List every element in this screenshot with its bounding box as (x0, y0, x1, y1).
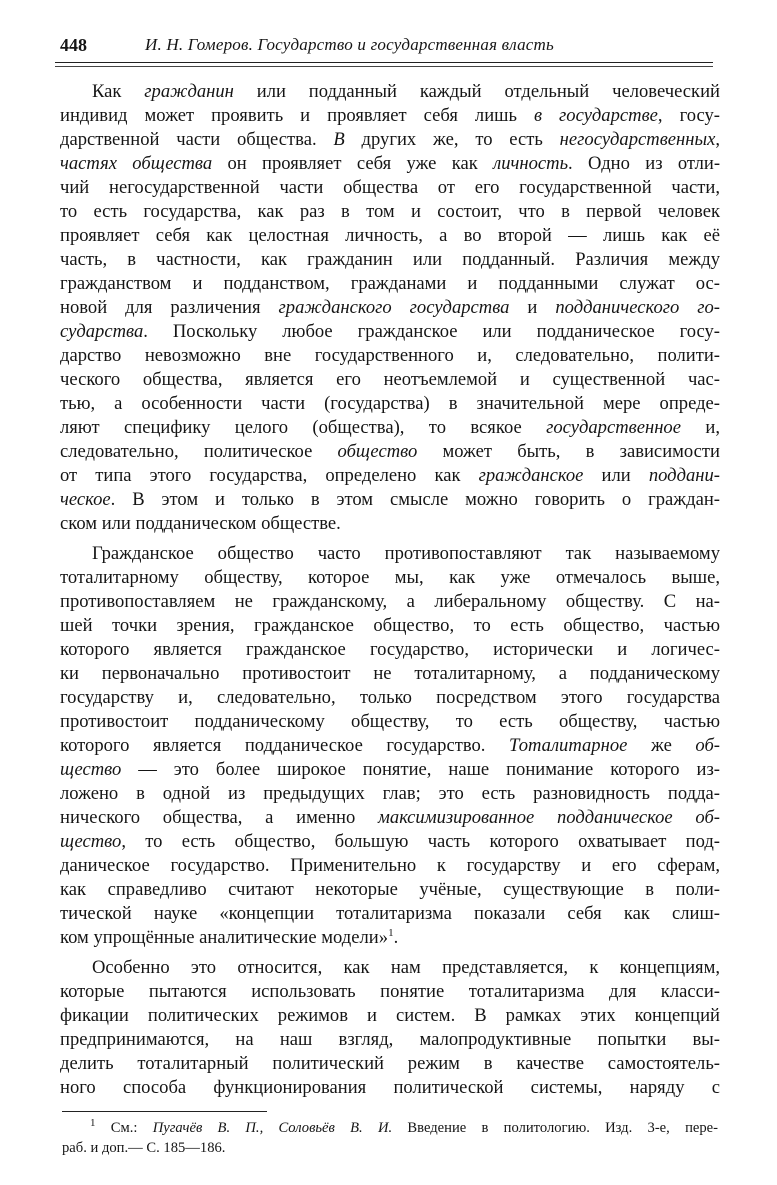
text-line: проявляет себя как целостная личность, а во второй — лишь как её (60, 225, 720, 246)
text-line: которые пытаются использовать понятие тоталитаризма для класси- (60, 981, 720, 1002)
text-line: сударства. Поскольку любое гражданское или подданическое госу- (60, 321, 720, 342)
text-line: частях общества он проявляет себя уже как личность. Одно из отли- (60, 153, 721, 174)
text-line: щество — это более широкое понятие, наше понимание которого из- (60, 759, 720, 780)
text-line: новой для различения гражданского государства и подданического го- (60, 297, 720, 318)
text-line: ки первоначально противостоит не тоталитарному, а подданическому (60, 663, 720, 684)
text-line: Как гражданин или подданный каждый отдельный человеческий (92, 81, 720, 102)
italic-term: максимизированное подданическое об- (378, 807, 720, 828)
body-text (60, 80, 720, 1100)
italic-term: гражданское (478, 465, 584, 486)
italic-term: подданического го- (555, 297, 720, 318)
italic-term: щество (60, 759, 122, 780)
italic-term: гражданского государства (278, 297, 510, 318)
footnote-marker: 1 (388, 926, 394, 939)
italic-term: общество (337, 441, 418, 462)
italic-term: государственное (546, 417, 681, 438)
header-rule (55, 62, 713, 63)
footnote-rule (62, 1111, 267, 1112)
italic-term: в государстве (533, 105, 658, 126)
footnote-line: $^1$ См.: Пугачёв В. П., Соловьёв В. И. Введение в политологию. Изд. 3-е, пере- (90, 1117, 718, 1136)
text-line: щество, то есть общество, большую часть которого охватывает под- (60, 831, 720, 852)
italic-term: об- (695, 735, 721, 756)
italic-term: сударства (60, 321, 144, 342)
footnote-marker: 1 (90, 1117, 96, 1130)
text-line: Гражданское общество часто противопоставляют так называемому (92, 543, 720, 564)
text-line: следовательно, политическое общество может быть, в зависимости (60, 441, 720, 462)
text-line: то есть государства, как раз в том и состоит, что в первой человек (60, 201, 720, 222)
footnote-line: раб. и доп.— С. 185—186. (62, 1140, 226, 1156)
text-line: которого является подданическое государство. Тоталитарное же об- (60, 735, 721, 756)
italic-term: ческое (60, 489, 111, 510)
text-line: фикации политических режимов и систем. В рамках этих концепций (60, 1005, 720, 1026)
text-line: шей точки зрения, гражданское общество, то есть общество, частью (60, 615, 720, 636)
text-line: тью, а особенности части (государства) в значительной мере опреде- (60, 393, 720, 414)
italic-term: В (333, 129, 345, 150)
text-line: ляют специфику целого (общества), то всякое государственное и, (60, 417, 720, 438)
text-line: государству и, следовательно, только посредством этого государства (60, 687, 720, 708)
text-line: индивид может проявить и проявляет себя лишь в государстве, госу- (60, 105, 720, 126)
text-line: чий негосударственной части общества от его государственной части, (60, 177, 720, 198)
text-line: тической науке «концепции тоталитаризма показали себя как слиш- (60, 903, 720, 924)
italic-term: частях общества (60, 153, 213, 174)
running-title: И. Н. Гомеров. Государство и государственная власть (145, 35, 554, 54)
text-line: гражданством и подданством, гражданами и подданными служат ос- (60, 273, 720, 294)
text-line: ного способа функционирования политической системы, наряду с (60, 1077, 720, 1098)
text-line: противопоставляем не гражданскому, а либеральному обществу. С на- (60, 591, 720, 612)
footnote (62, 1118, 718, 1158)
page-number: 448 (60, 35, 87, 55)
italic-term: личность (493, 153, 569, 174)
header-rule-thin (55, 66, 713, 67)
italic-term: гражданин (144, 81, 234, 102)
italic-term: Тоталитарное (509, 735, 628, 756)
text-line: ческое. В этом и только в этом смысле можно говорить о граждан- (60, 489, 720, 510)
text-line: тоталитарному обществу, которое мы, как уже отмечалось выше, (60, 567, 720, 588)
text-line: часть, в частности, как гражданин или подданный. Различия между (60, 249, 720, 270)
text-line: даническое государство. Применительно к государству и его сферам, (60, 855, 720, 876)
running-header (55, 30, 720, 60)
text-line: предпринимаются, на наш взгляд, малопродуктивные попытки вы- (60, 1029, 720, 1050)
text-line: ложено в одной из предыдущих глав; это есть разновидность подда- (60, 783, 720, 804)
italic-term: щество (60, 831, 122, 852)
text-line: ком упрощённые аналитические модели»$^1$. (60, 926, 399, 948)
text-line: ческого общества, является его неотъемлемой и существенной час- (60, 369, 720, 390)
text-line: которого является гражданское государство, исторически и логичес- (60, 639, 720, 660)
italic-term: поддани- (648, 465, 720, 486)
text-line: как справедливо считают некоторые учёные, существующие в поли- (60, 879, 720, 900)
text-line: нического общества, а именно максимизированное подданическое об- (60, 807, 720, 828)
text-line: ском или подданическом обществе. (60, 513, 341, 534)
text-line: дарственной части общества. В других же, то есть негосударственных, (60, 129, 720, 150)
text-line: дарство невозможно вне государственного и, следовательно, полити- (60, 345, 720, 366)
text-line: делить тоталитарный политический режим в качестве самостоятель- (60, 1053, 720, 1074)
text-line: Особенно это относится, как нам представляется, к концепциям, (92, 957, 720, 978)
text-line: противостоит подданическому обществу, то есть обществу, частью (60, 711, 720, 732)
text-line: от типа этого государства, определено как гражданское или поддани- (60, 465, 720, 486)
italic-term: негосударственных (559, 129, 716, 150)
italic-term: Пугачёв В. П., Соловьёв В. И. (152, 1120, 393, 1136)
